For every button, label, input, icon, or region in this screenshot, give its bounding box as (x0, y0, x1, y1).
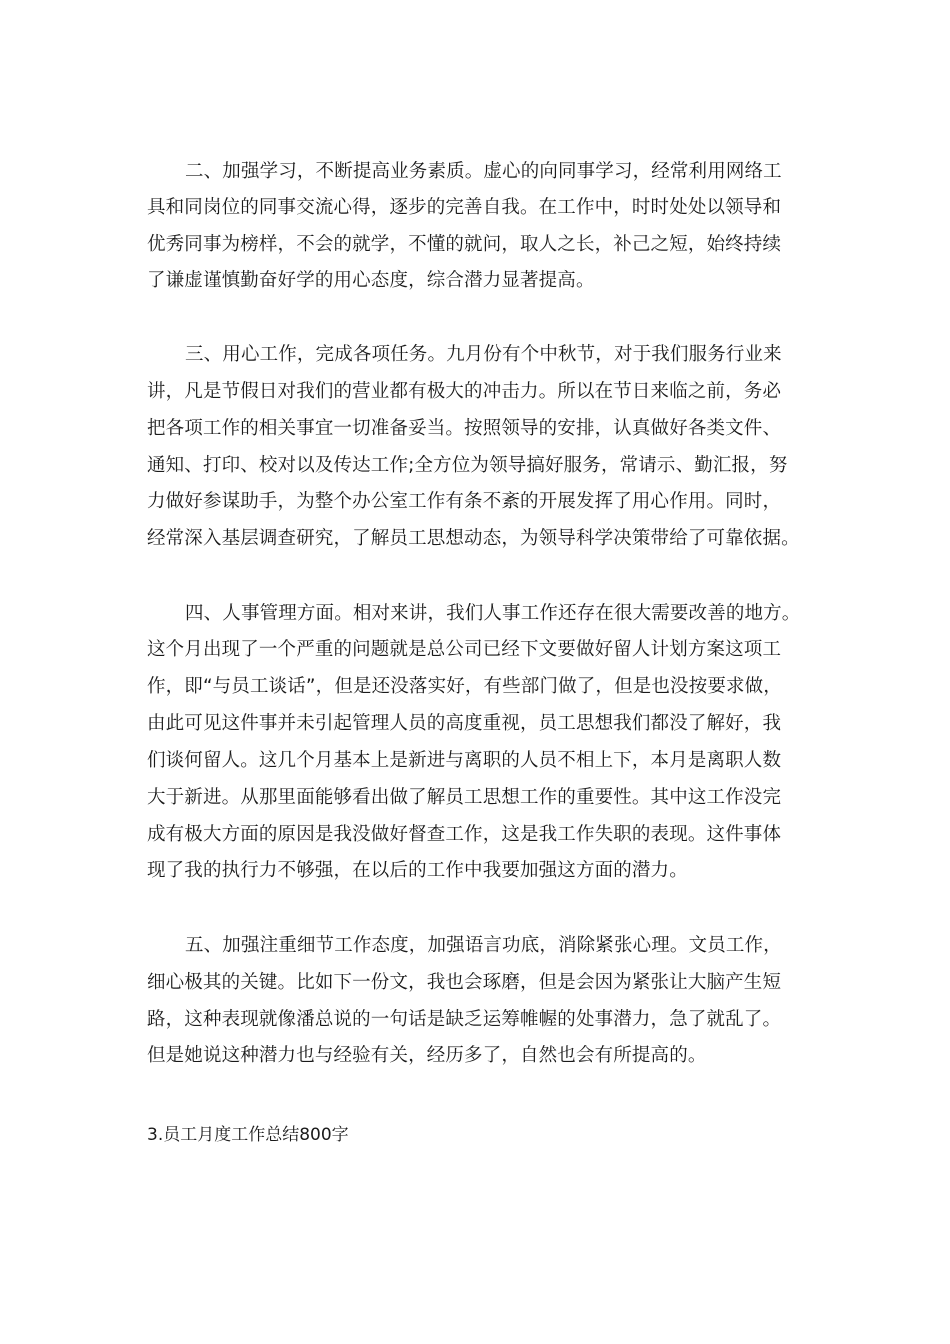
paragraph-4-line-4: 但是她说这种潜力也与经验有关，经历多了，自然也会有所提高的。 (147, 1045, 707, 1066)
paragraph-2-line-6: 经常深入基层调查研究，了解员工思想动态，为领导科学决策带给了可靠依据。 (147, 528, 800, 549)
paragraph-2-line-1: 三、用心工作，完成各项任务。九月份有个中秋节，对于我们服务行业来 (185, 344, 782, 365)
paragraph-3-line-2: 这个月出现了一个严重的问题就是总公司已经下文要做好留人计划方案这项工 (147, 639, 782, 660)
paragraph-1-line-2: 具和同岗位的同事交流心得，逐步的完善自我。在工作中，时时处处以领导和 (147, 197, 782, 218)
paragraph-3-line-3: 作，即“与员工谈话”，但是还没落实好，有些部门做了，但是也没按要求做， (147, 676, 782, 697)
section-heading: 3.员工月度工作总结800字 (147, 1125, 349, 1145)
paragraph-3-line-1: 四、人事管理方面。相对来讲，我们人事工作还存在很大需要改善的地方。 (185, 603, 801, 624)
paragraph-2-line-2: 讲，凡是节假日对我们的营业都有极大的冲击力。所以在节日来临之前，务必 (147, 381, 782, 402)
paragraph-3-line-5: 们谈何留人。这几个月基本上是新进与离职的人员不相上下，本月是离职人数 (147, 750, 782, 771)
paragraph-2-line-5: 力做好参谋助手，为整个办公室工作有条不紊的开展发挥了用心作用。同时， (147, 491, 782, 512)
paragraph-4-line-2: 细心极其的关键。比如下一份文，我也会琢磨，但是会因为紧张让大脑产生短 (147, 972, 782, 993)
paragraph-1-line-4: 了谦虚谨慎勤奋好学的用心态度，综合潜力显著提高。 (147, 270, 595, 291)
paragraph-1-line-3: 优秀同事为榜样，不会的就学，不懂的就问，取人之长，补己之短，始终持续 (147, 234, 782, 255)
paragraph-3-line-7: 成有极大方面的原因是我没做好督查工作，这是我工作失职的表现。这件事体 (147, 824, 782, 845)
paragraph-3-line-8: 现了我的执行力不够强，在以后的工作中我要加强这方面的潜力。 (147, 860, 688, 881)
paragraph-3-line-4: 由此可见这件事并未引起管理人员的高度重视，员工思想我们都没了解好，我 (147, 713, 782, 734)
paragraph-2-line-4: 通知、打印、校对以及传达工作;全方位为领导搞好服务，常请示、勤汇报，努 (147, 455, 788, 476)
paragraph-2-line-3: 把各项工作的相关事宜一切准备妥当。按照领导的安排，认真做好各类文件、 (147, 418, 782, 439)
paragraph-1-line-1: 二、加强学习，不断提高业务素质。虚心的向同事学习，经常利用网络工 (185, 161, 782, 182)
paragraph-3-line-6: 大于新进。从那里面能够看出做了解员工思想工作的重要性。其中这工作没完 (147, 787, 782, 808)
paragraph-4-line-1: 五、加强注重细节工作态度，加强语言功底，消除紧张心理。文员工作， (185, 935, 782, 956)
paragraph-4-line-3: 路，这种表现就像潘总说的一句话是缺乏运筹帷幄的处事潜力，急了就乱了。 (147, 1009, 782, 1030)
